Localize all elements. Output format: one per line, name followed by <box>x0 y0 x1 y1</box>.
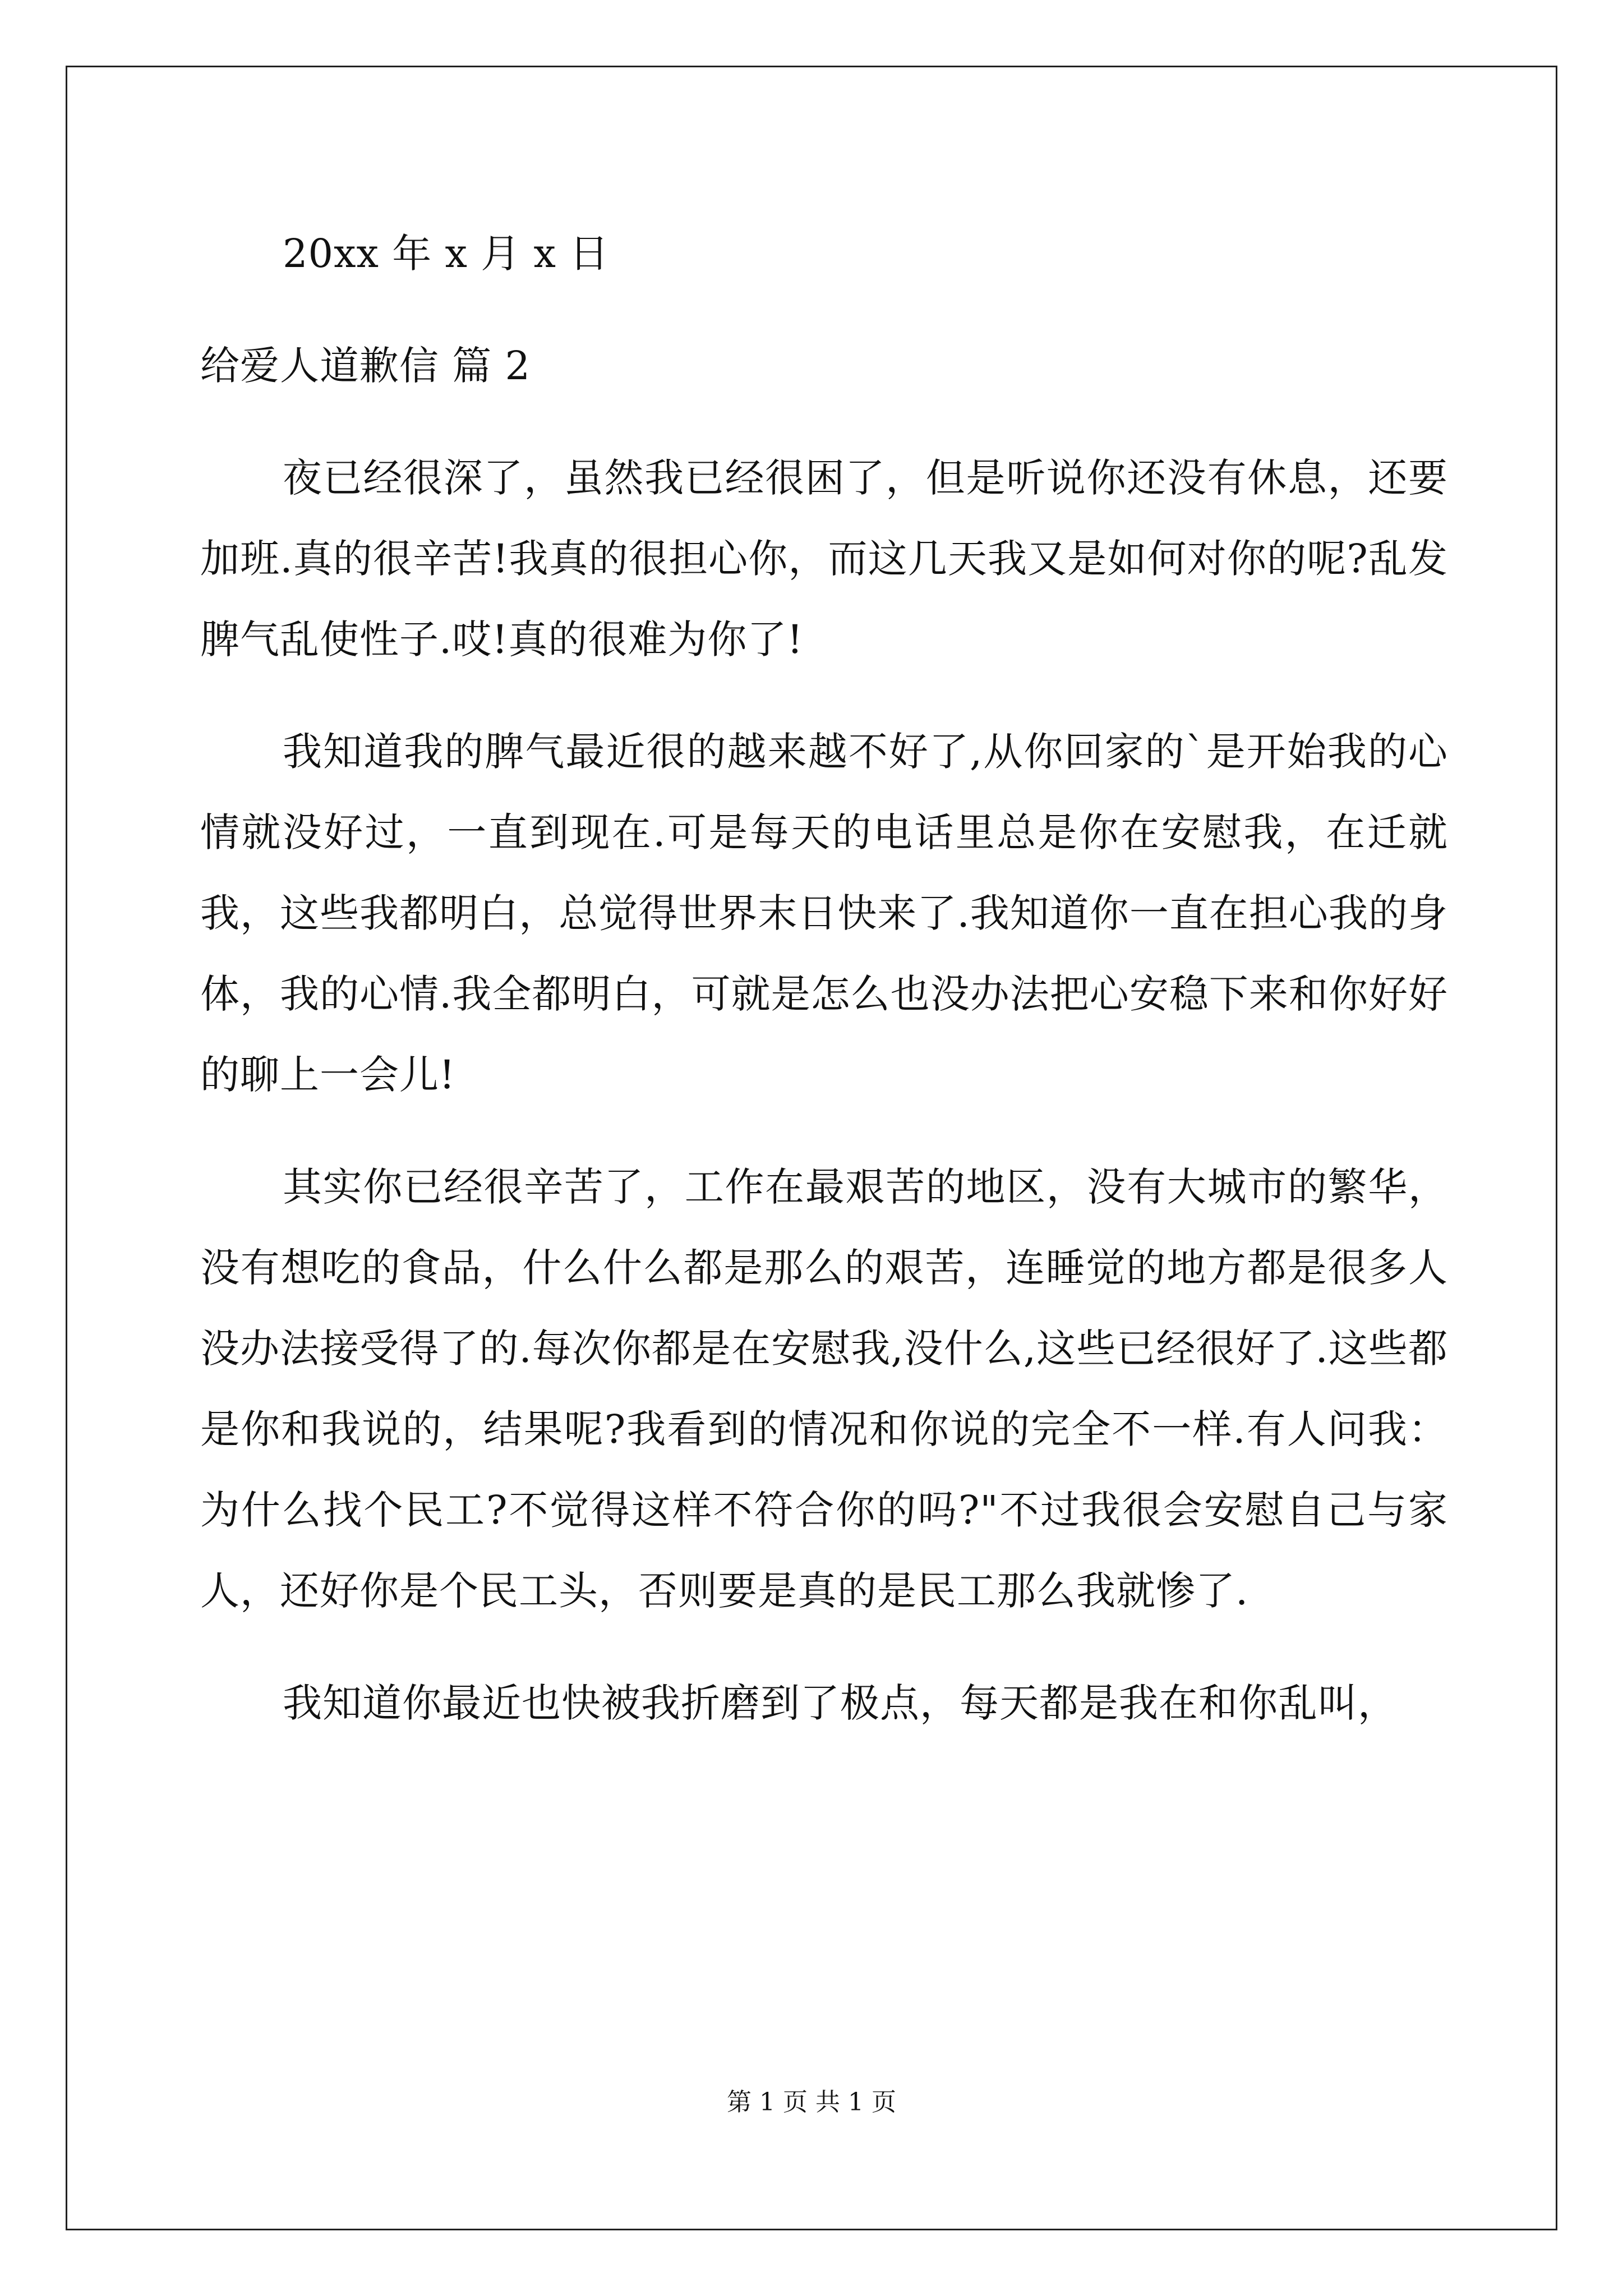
paragraph-4 <box>200 1663 1448 1743</box>
paragraph-text: 我知道你最近也快被我折磨到了极点，每天都是我在和你乱叫， <box>283 1680 1398 1726</box>
paragraph-2 <box>200 711 1448 1115</box>
letter-heading: 给爱人道歉信 篇 2 <box>200 343 531 389</box>
paragraph-3 <box>200 1147 1448 1631</box>
paragraph-1 <box>200 438 1448 680</box>
date-line: 20xx 年 x 月 x 日 <box>283 231 610 277</box>
paragraph-text: 我知道我的脾气最近很的越来越不好了,从你回家的`是开始我的心情就没好过，一直到现在.可是每天的电话里总是你在安慰我，在迁就我，这些我都明白，总觉得世界末日快来了.我知道你一直在担心我的身体，我的心情.我全都明白，可就是怎么也没办法把心安稳下来和你好好的聊上一会儿! <box>200 729 1448 1098</box>
paragraph-text: 夜已经很深了，虽然我已经很困了，但是听说你还没有休息，还要加班.真的很辛苦!我真的很担心你，而这几天我又是如何对你的呢?乱发脾气乱使性子.哎!真的很难为你了! <box>200 455 1448 662</box>
document-body <box>200 213 1448 1775</box>
page-number-footer: 第 1 页 共 1 页 <box>727 2088 896 2116</box>
paragraph-text: 其实你已经很辛苦了，工作在最艰苦的地区，没有大城市的繁华，没有想吃的食品，什么什么都是那么的艰苦，连睡觉的地方都是很多人没办法接受得了的.每次你都是在安慰我,没什么,这些已经很好了.这些都是你和我说的，结果呢?我看到的情况和你说的完全不一样.有人问我：为什么找个民工?不觉得这样不符合你的吗?"不过我很会安慰自己与家人，还好你是个民工头，否则要是真的是民工那么我就惨了. <box>200 1164 1448 1614</box>
